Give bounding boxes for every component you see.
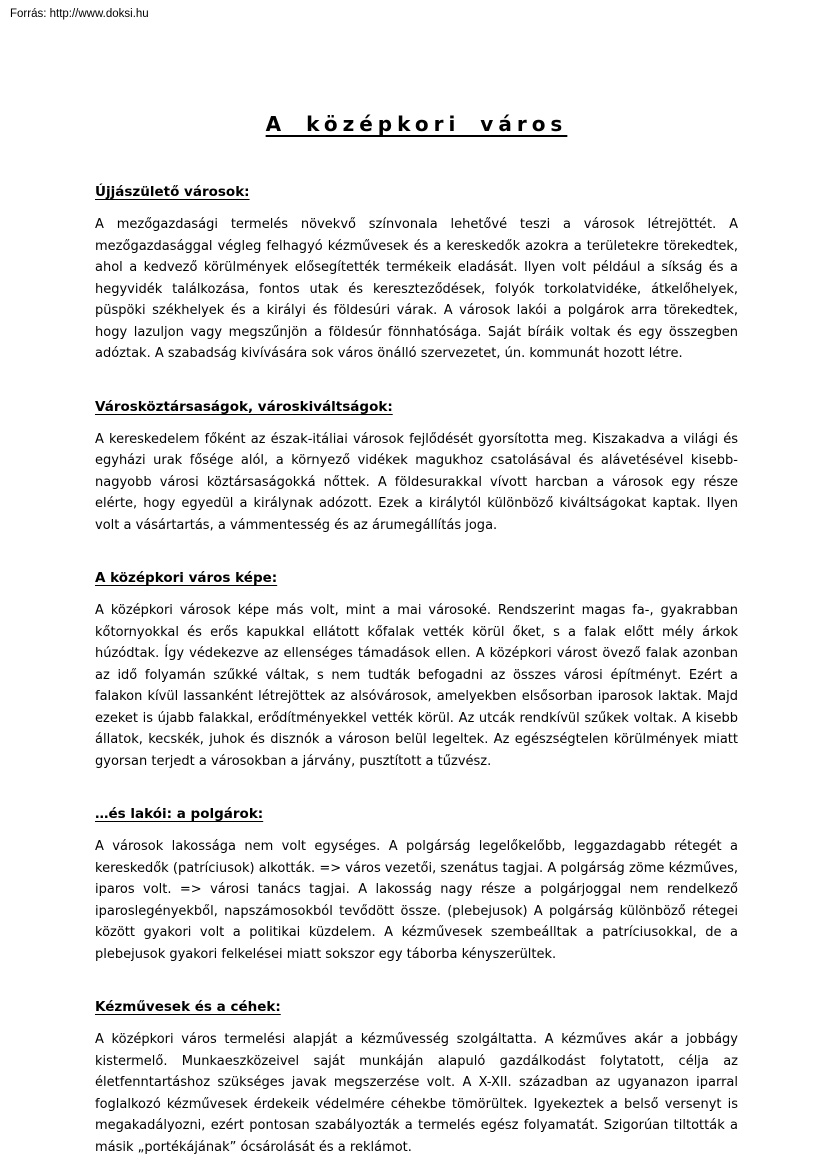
section-paragraph: A középkori város termelési alapját a kézművesség szolgáltatta. A kézműves akár a jobbágy kistermelő. Munkaeszközeivel saját munkáján alapuló gazdálkodást folytatott, célja az életfenntartáshoz szükséges javak megszerzése volt. A X-XII. században az ugyanazon iparral foglalkozó kézművesek érdekeik védelmére céhekbe tömörültek. Igyekeztek a belső versenyt is megakadályozni, ezért pontosan szabályozták a termelés egész folyamatát. Szigorúan tiltották a másik „portékájának” ócsárolását és a reklámot. bbox=[95, 1032, 738, 1155]
section-heading: A középkori város képe: bbox=[95, 570, 278, 586]
section-paragraph: A kereskedelem főként az észak-itáliai városok fejlődését gyorsította meg. Kiszakadva a világi és egyházi urak fősége alól, a környező vidékek magukhoz csatolásával és alávetésével kisebb-nagyobb városi köztársaságokká nőttek. A földesurakkal vívott harcban a városok egy része elérte, hogy egyedül a királynak adózott. Ezek a királytól különböző kiváltságokat kaptak. Ilyen volt a vásártartás, a vámmentesség és az árumegállítás joga. bbox=[95, 431, 738, 533]
section-heading: Városköztársaságok, városkiváltságok: bbox=[95, 398, 393, 415]
section-citizens bbox=[95, 806, 738, 965]
section-paragraph: A városok lakossága nem volt egységes. A polgárság legelőkelőbb, leggazdagabb rétegét a kereskedők (patríciusok) alkották. => város vezetői, szenátus tagjai. A polgárság zöme kézműves, iparos volt. => városi tanács tagjai. A lakosság nagy része a polgárjoggal nem rendelkező iparoslegényekből, napszámosokból tevődött össze. (plebejusok) A polgárság különböző rétegei között gyakori volt a politikai küzdelem. A kézművesek szembeálltak a patríciusokkal, de a plebejusok gyakori felkelései miatt sokszor egy táborba kényszerültek. bbox=[95, 839, 738, 962]
section-heading: Újjászülető városok: bbox=[95, 184, 250, 200]
page-title: A középkori város bbox=[265, 112, 568, 136]
section-paragraph: A mezőgazdasági termelés növekvő színvonala lehetővé teszi a városok létrejöttét. A mezőgazdasággal végleg felhagyó kézművesek és a kereskedők azokra a területekre törekedtek, ahol a kedvező körülmények elősegítették termékeik eladását. Ilyen volt például a síkság és a hegyvidék találkozása, fontos utak és kereszteződések, folyók torkolatvidéke, átkelőhelyek, püspöki székhelyek és a királyi és földesúri várak. A városok lakói a polgárok arra törekedtek, hogy lazuljon vagy megszűnjön a földesúr fönnhatósága. Saját bíráik voltak és egy összegben adóztak. A szabadság kivívására sok város önálló szervezetet, ún. kommunát hozott létre. bbox=[95, 217, 738, 361]
section-reborn-cities bbox=[95, 184, 738, 365]
section-heading: Kézművesek és a céhek: bbox=[95, 999, 281, 1015]
section-paragraph: A középkori városok képe más volt, mint a mai városoké. Rendszerint magas fa-, gyakrabban kőtornyokkal és erős kapukkal ellátott kőfalak vették körül őket, s a falak előtt mély árkok húzódtak. Így védekezve az ellenséges támadások ellen. A középkori várost övező falak azonban az idő folyamán szűkké váltak, s nem tudták befogadni az összes városi építményt. Ezért a falakon kívül lassanként létrejöttek az alsóvárosok, amelyekben elsősorban iparosok laktak. Majd ezeket is újabb falakkal, erődítményekkel vették körül. Az utcák rendkívül szűkek voltak. A kisebb állatok, kecskék, juhok és disznók a városon belül legeltek. Az egészségtelen körülmények miatt gyorsan terjedt a városokban a járvány, pusztított a tűzvész. bbox=[95, 603, 738, 769]
section-city-republics bbox=[95, 399, 738, 537]
section-heading: …és lakói: a polgárok: bbox=[95, 806, 264, 822]
document-content bbox=[95, 112, 738, 1170]
section-city-appearance bbox=[95, 570, 738, 772]
source-url-text: Forrás: http://www.doksi.hu bbox=[10, 8, 149, 20]
section-craftsmen-guilds bbox=[95, 999, 738, 1158]
